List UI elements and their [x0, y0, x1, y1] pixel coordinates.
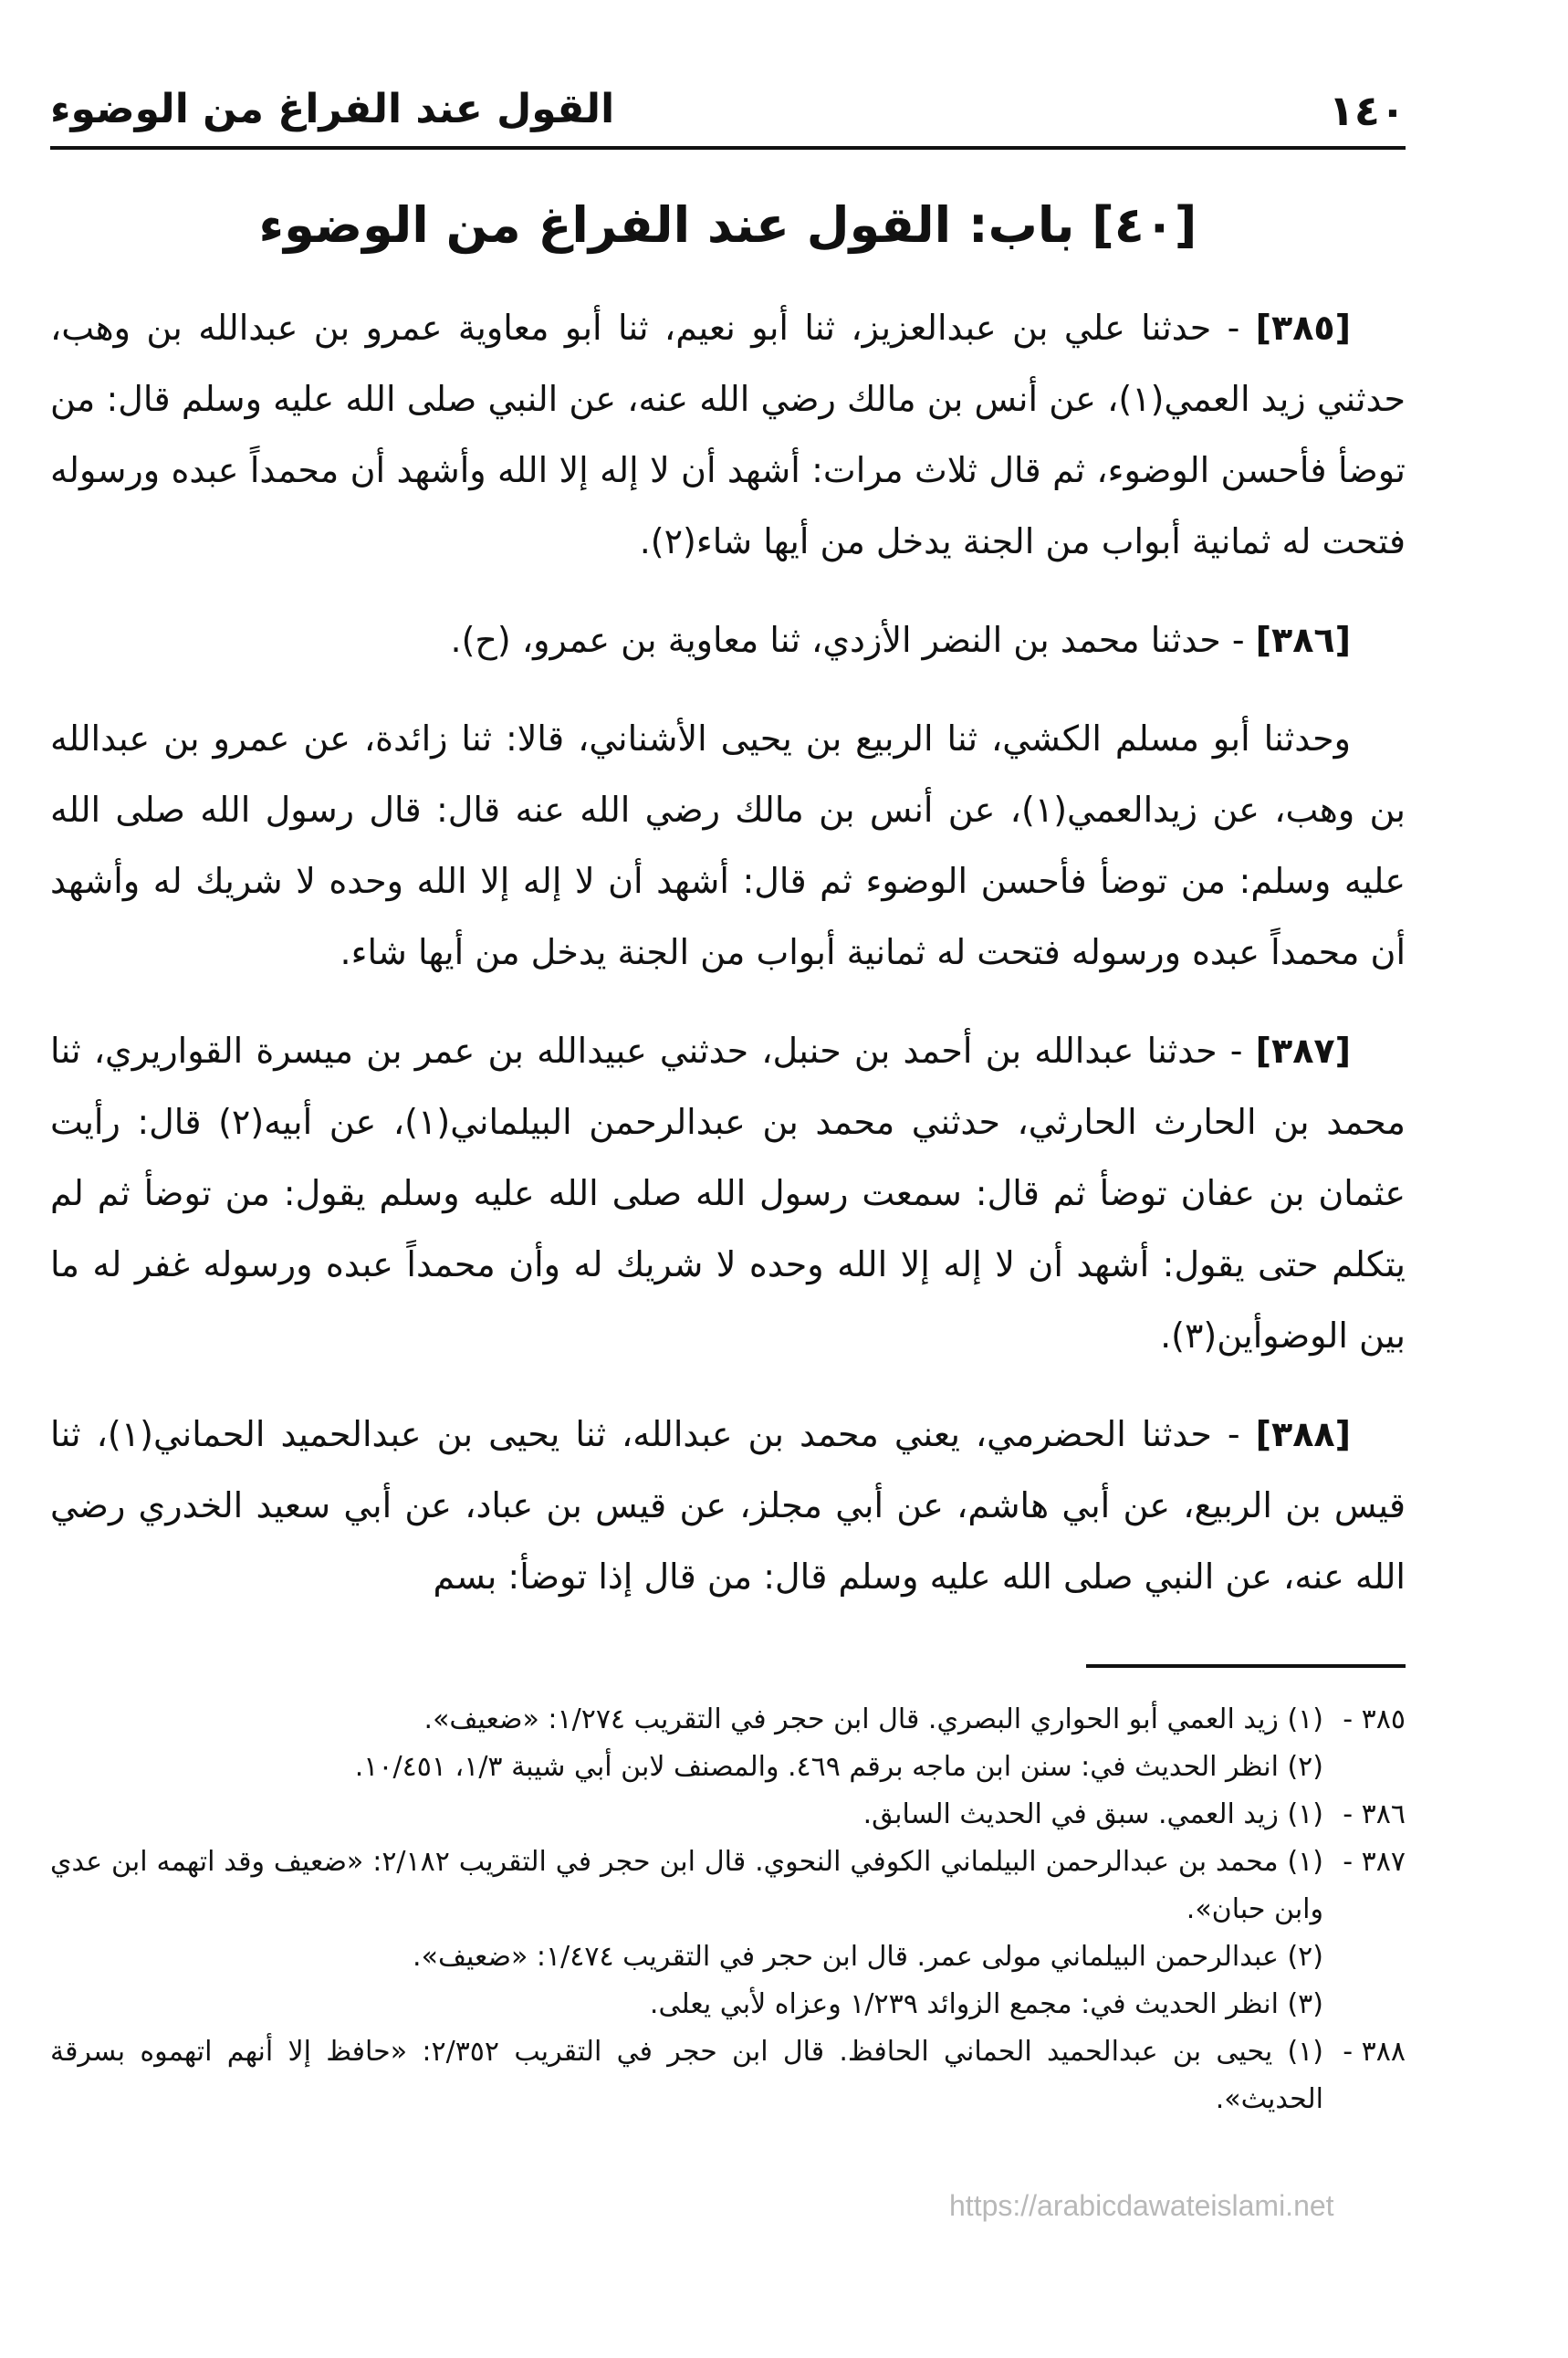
footnote	[50, 1696, 1406, 1744]
footnote	[50, 1934, 1406, 1981]
footnote-group: ٣٨٧ -	[1343, 1846, 1406, 1878]
footnote-group: ٣٨٨ -	[1343, 2036, 1406, 2068]
hadith-text: وحدثنا أبو مسلم الكشي، ثنا الربيع بن يحيى الأشناني، قالا: ثنا زائدة، عن عمرو بن عبدالله بن وهب، عن زيدالعمي(١)، عن أنس بن مالك رضي الله عنه قال: قال رسول الله صلى الله عليه وسلم: من توضأ فأحسن الوضوء ثم قال: أشهد أن لا إله إلا الله وحده لا شريك له وأشهد أن محمداً عبده ورسوله فتحت له ثمانية أبواب من الجنة يدخل من أيها شاء.	[50, 718, 1406, 972]
footnote-group	[1323, 1744, 1406, 1791]
hadith-number: [٣٨٥]	[1255, 308, 1351, 348]
footnote-text: (١) زيد العمي. سبق في الحديث السابق.	[862, 1798, 1323, 1830]
running-title: القول عند الفراغ من الوضوء	[50, 86, 615, 132]
page-number: ١٤٠	[1328, 86, 1406, 135]
footnote	[50, 1791, 1406, 1839]
footnote-text: (٣) انظر الحديث في: مجمع الزوائد ١/٢٣٩ وعزاه لأبي يعلى.	[649, 1988, 1323, 2020]
hadith-number: [٣٨٦]	[1255, 620, 1351, 660]
chapter-heading: [٤٠] باب: القول عند الفراغ من الوضوء	[258, 196, 1197, 254]
page-header	[50, 80, 1406, 146]
hadith-paragraph	[50, 604, 1406, 676]
hadith-number: [٣٨٧]	[1255, 1031, 1351, 1071]
hadith-number: [٣٨٨]	[1255, 1414, 1351, 1454]
hadith-paragraph	[50, 703, 1406, 988]
hadith-text: - حدثنا عبدالله بن أحمد بن حنبل، حدثني عبيدالله بن عمر بن ميسرة القواريري، ثنا محمد بن الحارث الحارثي، حدثني محمد بن عبدالرحمن البيلماني(١)، عن أبيه(٢) قال: رأيت عثمان بن عفان توضأ ثم قال: سمعت رسول الله صلى الله عليه وسلم يقول: من توضأ ثم لم يتكلم حتى يقول: أشهد أن لا إله إلا الله وحده لا شريك له وأن محمداً عبده ورسوله غفر له ما بين الوضوأين(٣).	[50, 1031, 1406, 1356]
footnote-group: ٣٨٦ -	[1343, 1798, 1406, 1830]
footnote	[50, 1981, 1406, 2028]
footnote-text: (١) زيد العمي أبو الحواري البصري. قال ابن حجر في التقريب ١/٢٧٤: «ضعيف».	[423, 1703, 1323, 1735]
hadith-text: - حدثنا علي بن عبدالعزيز، ثنا أبو نعيم، ثنا أبو معاوية عمرو بن عبدالله بن وهب، حدثني زيد العمي(١)، عن أنس بن مالك رضي الله عنه، عن النبي صلى الله عليه وسلم قال: من توضأ فأحسن الوضوء، ثم قال ثلاث مرات: أشهد أن لا إله إلا الله وأشهد أن محمداً عبده ورسوله فتحت له ثمانية أبواب من الجنة يدخل من أيها شاء(٢).	[50, 308, 1406, 561]
watermark-url: https://arabicdawateislami.net	[949, 2189, 1334, 2222]
footnotes	[50, 1696, 1406, 2123]
footnote-text: (٢) عبدالرحمن البيلماني مولى عمر. قال ابن حجر في التقريب ١/٤٧٤: «ضعيف».	[413, 1941, 1323, 1973]
footnote-group: ٣٨٥ -	[1343, 1703, 1406, 1735]
hadith-paragraph	[50, 292, 1406, 577]
footnote-group	[1323, 1981, 1406, 2028]
header-rule	[50, 146, 1406, 150]
footnote-group	[1323, 1934, 1406, 1981]
footnote-text: (٢) انظر الحديث في: سنن ابن ماجه برقم ٤٦٩. والمصنف لابن أبي شيبة ١/٣، ١٠/٤٥١.	[354, 1751, 1323, 1783]
footnote-text: (١) محمد بن عبدالرحمن البيلماني الكوفي النحوي. قال ابن حجر في التقريب ٢/١٨٢: «ضعيف وقد اتهمه ابن عدي وابن حبان».	[50, 1846, 1323, 1925]
hadith-body	[50, 292, 1406, 1640]
footnote	[50, 2028, 1406, 2123]
footnote	[50, 1839, 1406, 1934]
hadith-text: - حدثنا الحضرمي، يعني محمد بن عبدالله، ثنا يحيى بن عبدالحميد الحماني(١)، ثنا قيس بن الربيع، عن أبي هاشم، عن أبي مجلز، عن قيس بن عباد، عن أبي سعيد الخدري رضي الله عنه، عن النبي صلى الله عليه وسلم قال: من قال إذا توضأ: بسم	[50, 1414, 1406, 1597]
footnote	[50, 1744, 1406, 1791]
hadith-text: - حدثنا محمد بن النضر الأزدي، ثنا معاوية بن عمرو، (ح).	[450, 620, 1245, 660]
footnote-rule	[1086, 1664, 1406, 1668]
footnote-text: (١) يحيى بن عبدالحميد الحماني الحافظ. قال ابن حجر في التقريب ٢/٣٥٢: «حافظ إلا أنهم اتهموه بسرقة الحديث».	[50, 2036, 1324, 2115]
hadith-paragraph	[50, 1399, 1406, 1612]
hadith-paragraph	[50, 1015, 1406, 1371]
